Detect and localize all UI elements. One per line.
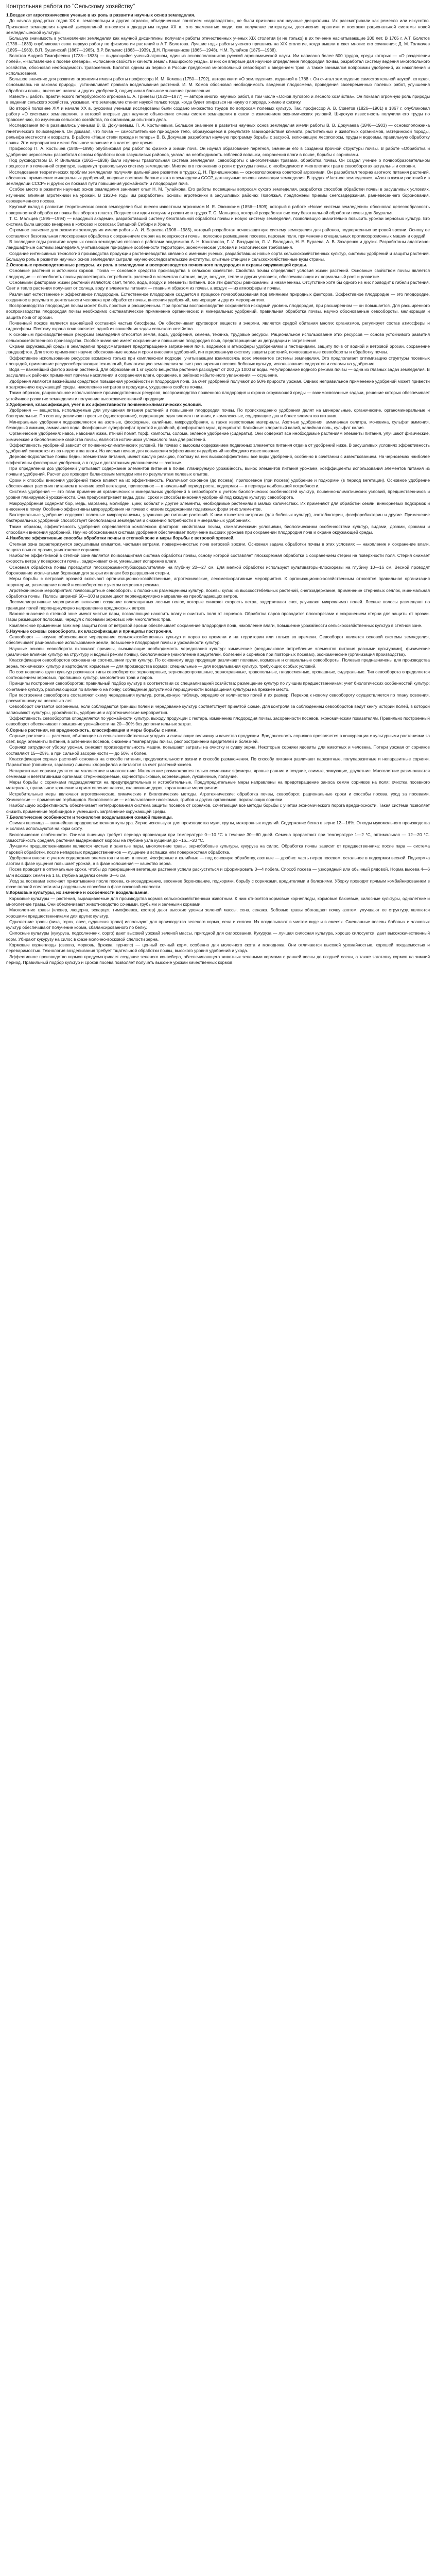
paragraph: Большое значение для развития агрономии имели работы профессора И. М. Комова (1750—1792), автора книги «О земледелии», изданной в 1788 г. Он считал земледелие самостоятельной наукой, которая, основываясь на законах природы, устанавливает правила возделывания растений. И. М. Комов обосновал необходимость введения плодосмена, проведения своевременных полевых работ, улучшения обработки почвы, внесения навоза и других удобрений, подчеркивал большое значение травосеяния. (6, 76, 430, 93)
paragraph: Т. С. Мальцев (1895—1994) — народный академик, разработавший систему безотвальной обработки почвы и новую систему земледелия, позволившую значительно повысить урожаи зерновых культур. Его система была широко внедрена в колхозах и совхозах Западной Сибири и Урала. (6, 215, 430, 227)
paragraph: Под руководством В. Р. Вильямса (1863—1939) были изучены травопольная система земледелия, севообороты с многолетними травами, обработка почвы. Он создал учение о почвообразовательном процессе и о почвенной структуре, выдвинул травопольную систему земледелия. Многие его положения о роли структуры почвы, о необходимости многолетних трав в севооборотах актуальны и сегодня. (6, 158, 430, 169)
paragraph: Известны работы практического петербургского агронома Е. А. Гриневы (1820—1877) — автора многих научных работ, в том числе «Основ лугового и лесного хозяйства». Он показал огромную роль природы в ведении сельского хозяйства, указывал, что земледелие станет наукой только тогда, когда будет опираться на науку о природе, химию и физику. (6, 93, 430, 105)
paragraph: Профессор П. А. Костычев (1845—1895) опубликовал ряд работ по физике и химии почв. Он изучал образование перегноя, значение его в создании прочной структуры почвы. В работе «Обработка и удобрение чернозема» разработал основы обработки почв засушливых районов, указал на необходимость зяблевой вспашки, сохранения влаги в почве, борьбы с сорняками. (6, 146, 430, 157)
paragraph: Исследования теоретических проблем земледелия получили дальнейшее развитие в трудах Д. Н. Прянишникова — основоположника советской агрохимии. Он разработал теорию азотного питания растений, обосновал применение минеральных удобрений, впервые составил баланс азота в земледелии СССР, дал научные основы химизации земледелия. В трудах «Частное земледелие», «Азот в жизни растений и в земледелии СССР» и других он показал пути повышения урожайности и плодородия почв. (6, 169, 430, 187)
paragraph: Охрана окружающей среды в земледелии предусматривает предотвращение загрязнения почв, водоемов и атмосферы удобрениями и пестицидами, защиту почв от водной и ветровой эрозии, сохранение ландшафтов. Для этого применяют научно обоснованные нормы и сроки внесения удобрений, интегрированную систему защиты растений, почвозащитные севообороты и обработку почвы. (6, 344, 430, 355)
paragraph: Меры борьбы с ветровой эрозией включают организационно-хозяйственные, агротехнические, лесомелиоративные мероприятия. К организационно-хозяйственным относятся правильная организация территории, размещение полей и севооборотов с учетом ветрового режима. (6, 576, 430, 587)
paragraph: Классификация севооборотов основана на соотношении групп культур. По основному виду продукции различают полевые, кормовые и специальные севообороты. Полевые предназначены для производства зерна, технических культур и картофеля; кормовые — для производства кормов; специальные — для возделывания культур, требующих особых условий. (6, 657, 430, 669)
section-heading: 1.Возделкет агротехнические ученые в их роль в развитии научных основ земледелия. (6, 12, 196, 18)
paragraph: Большую значимость в установлении земледелия как научной дисциплины получили работы отечественных ученых XIX столетия (и не только) в их течение насчитывающие 200 лет. В 1765 г. А.Т. Болотов (1738—1833) опубликовал свою первую работу по физиологии растений в А.Т. Болотова. Лучшие годы работы ученого пришлись на XIX столетие, когда вышли в свет многие его сочинения; Д. М. Толмачев (1895—1963), В.П. Бушинский (1867—1965), В.Р. Вильямс (1863—1939), Д.Н. Прянишников (1865—1948), Н.М. Тулайков (1875—1938). (6, 36, 430, 53)
section-heading: 3.Удобрения, классификация, учет в их эффективности почвенно-климатических условий. (6, 401, 202, 407)
paragraph: Эффективное использование ресурсов возможно только при комплексном подходе, учитывающем взаимосвязь всех элементов системы земледелия. Это предполагает оптимизацию структуры посевных площадей, применение ресурсосберегающих технологий, биологизацию земледелия за счет расширения посевов бобовых культур, использования сидератов и соломы на удобрение. (6, 355, 430, 366)
paragraph: Научные основы севооборота включают причины, вызывающие необходимость чередования культур: химические (неодинаковое потребление элементов питания разными культурами), физические (различное влияние культур на структуру и водный режим почвы), биологические (накопление вредителей, болезней и сорняков при повторных посевах), экономические (организация производства). (6, 646, 430, 657)
paragraph: Органические удобрения: навоз, навозная жижа, птичий помет, торф, компосты, солома, зеленое удобрение (сидераты). Они содержат все необходимые растениям элементы питания, улучшают физические, химические и биологические свойства почвы, являются источником углекислого газа для растений. (6, 431, 430, 442)
paragraph: Наиболее эффективной в степной зоне является почвозащитная система обработки почвы, основу которой составляет плоскорезная обработка с сохранением стерни на поверхности поля. Стерня снижает скорость ветра у поверхности почвы, задерживает снег, уменьшает испарение влаги. (6, 553, 430, 564)
paragraph: Севооборот — научно обоснованное чередование сельскохозяйственных культур и паров во времени и на территории или только во времени. Севооборот является основой системы земледелия, обеспечивает рациональное использование земли, повышение плодородия почвы и урожайности культур. (6, 634, 430, 646)
paragraph: Меры борьбы с сорняками подразделяются на предупредительные и истребительные. Предупредительные меры направлены на предотвращение заноса семян сорняков на поля: очистка посевного материала, правильное хранение и приготовление навоза, окашивание дорог, карантинные мероприятия. (6, 779, 430, 791)
paragraph: Микроудобрения содержат бор, медь, марганец, молибден, цинк, кобальт и другие элементы, необходимые растениям в малых количествах. Их применяют для обработки семян, внекорневых подкормок и внесения в почву. Особенно эффективны микроудобрения на почвах с низким содержанием подвижных форм этих элементов. (6, 500, 430, 512)
document (0, 0, 436, 965)
paragraph: Степная зона характеризуется засушливым климатом, частыми ветрами, подверженностью почв ветровой эрозии. Основная задача обработки почвы в этих условиях — накопление и сохранение влаги, защита почв от эрозии, уничтожение сорняков. (6, 541, 430, 552)
paragraph: Создание интенсивных технологий производства продукции растениеводства связано с именами ученых, разработавших новые сорта сельскохозяйственных культур, системы удобрений и защиты растений. Большую роль в развитии научных основ земледелия сыграли научно-исследовательские институты, опытные станции и сельскохозяйственные вузы страны. (6, 250, 430, 262)
paragraph: Агротехнические мероприятия: почвозащитные севообороты с полосным размещением культур, посевы кулис из высокостебельных растений, снегозадержание, применение стерневых сеялок, минимальная обработка почвы. Полосы шириной 50—100 м размещают перпендикулярно направлению преобладающих ветров. (6, 587, 430, 599)
document-title: Контрольная работа по "Сельскому хозяйству" (6, 4, 135, 10)
paragraph: К основным производственным ресурсам земледелия относятся земля, вода, удобрения, семена, техника, трудовые ресурсы. Рациональное использование этих ресурсов — основа устойчивого развития сельскохозяйственного производства. Особое значение имеет сохранение и повышение плодородия почв, предотвращение их деградации и загрязнения. (6, 332, 430, 343)
paragraph: Кормовые культуры — растения, выращиваемые для производства кормов сельскохозяйственным животным. К ним относятся кормовые корнеплоды, кормовые бахчевые, силосные культуры, однолетние и многолетние травы. Они обеспечивают животноводство сочными, грубыми и зелеными кормами. (6, 895, 430, 907)
paragraph: Кормовые корнеплоды (свекла, морковь, брюква, турнепс) — ценный сочный корм, особенно для молочного скота и молодняка. Они отличаются высокой урожайностью, хорошей поедаемостью и переваримостью. Технология возделывания требует тщательной обработки почвы, высокого уровня удобрений и ухода. (6, 942, 430, 954)
paragraph: Основные растения и источники кормов. Почва — основное средство производства в сельском хозяйстве. Свойства почвы определяют условия жизни растений. Основным свойством почвы является плодородие — способность почвы удовлетворять потребность растений в элементах питания, воде, воздухе, тепле и других условиях, обеспечивающих их нормальный рост и развитие. (6, 268, 430, 279)
paragraph: Лесомелиоративные мероприятия включают создание полезащитных лесных полос, которые снижают скорость ветра, задерживают снег, улучшают микроклимат полей. Лесные полосы размещают по границам полей перпендикулярно направлению вредоносных ветров. (6, 599, 430, 611)
paragraph: Таким образом, рациональное использование производственных ресурсов, воспроизводство почвенного плодородия и охрана окружающей среды — взаимосвязанные задачи, решение которых обеспечивает устойчивое развитие земледелия и получение высококачественной продукции. (6, 390, 430, 401)
paragraph: Почвенный покров является важнейшей составной частью биосферы. Он обеспечивает круговорот веществ и энергии, является средой обитания многих организмов, регулирует состав атмосферы и гидросферы. Поэтому охрана почв является одной из важнейших задач сельского хозяйства. (6, 320, 430, 332)
paragraph: Посев проводят в оптимальные сроки, чтобы до прекращения вегетации растения успели раскуститься и сформировать 3—4 побега. Способ посева — узкорядный или обычный рядовой. Норма высева 4—6 млн всхожих семян на 1 га, глубина заделки семян 3—6 см. (6, 867, 430, 878)
paragraph: Непаразитные сорняки делятся на малолетние и многолетние. Малолетние размножаются только семенами: эфемеры, яровые ранние и поздние, озимые, зимующие, двулетние. Многолетние размножаются семенами и вегетативными органами: стержнекорневые, корнеотпрысковые, корневищные, луковичные, ползучие. (6, 768, 430, 779)
paragraph: Основная обработка почвы проводится плоскорезами-глубокорыхлителями на глубину 20—27 см. Для мелкой обработки используют культиваторы-плоскорезы на глубину 10—16 см. Весной проводят боронование игольчатыми боронами для закрытия влаги без разрушения стерни. (6, 564, 430, 575)
paragraph: Вода — важнейший фактор жизни растений. Для образования 1 кг сухого вещества растения расходуют от 200 до 1000 кг воды. Регулирование водного режима почвы — одна из главных задач земледелия. В засушливых районах применяют приемы накопления и сохранения влаги, орошение, в районах избыточного увлажнения — осушение. (6, 367, 430, 378)
paragraph: Основными факторами жизни растений являются: свет, тепло, вода, воздух и элементы питания. Все эти факторы равнозначны и незаменимы. Отсутствие хотя бы одного из них приводит к гибели растения. Свет и тепло растения получают от солнца, воду и элементы питания — главным образом из почвы, а воздух — из атмосферы и почвы. (6, 279, 430, 291)
paragraph: Наибольшую эффективность обеспечивает интегрированная система защиты посевов от сорняков, сочетающая все методы борьбы с учетом экономического порога вредоносности. Такая система позволяет снизить применение гербицидов и уменьшить загрязнение окружающей среды. (6, 803, 430, 814)
paragraph: Эффективность севооборотов определяется по урожайности культур, выходу продукции с гектара, изменению плодородия почвы, засоренности посевов, экономическим показателям. Правильно построенный севооборот обеспечивает повышение урожайности на 20—30% без дополнительных затрат. (6, 716, 430, 727)
paragraph: Удобрения являются важнейшим средством повышения урожайности и плодородия почв. За счет удобрений получают до 50% прироста урожая. Однако неправильное применение удобрений может привести к загрязнению окружающей среды, накоплению нитратов в продукции, ухудшению свойств почвы. (6, 378, 430, 389)
paragraph: Многолетние травы (клевер, люцерна, эспарцет, тимофеевка, костер) дают высокие урожаи зеленой массы, сена, сенажа. Бобовые травы обогащают почву азотом, улучшают ее структуру, являются хорошими предшественниками для других культур. (6, 907, 430, 919)
paragraph: Истребительные меры включают агротехнические, химические и биологические методы. Агротехнические: обработка почвы, севооборот, рациональные сроки и способы посева, уход за посевами. Химические — применение гербицидов. Биологические — использование насекомых, грибов и других организмов, поражающих сорняки. (6, 791, 430, 802)
paragraph: Силосные культуры (кукуруза, подсолнечник, сорго) дают высокий урожай зеленой массы, пригодной для силосования. Кукуруза — лучшая силосная культура, хорошо силосуется, дает высококачественный корм. Убирают кукурузу на силос в фазе молочно-восковой спелости зерна. (6, 930, 430, 942)
paragraph: До начала двадцатых годов XX в. земледельцы и другие отрасли, объединенные понятием «садоводство», не были признаны как научные дисциплины. Их рассматривали как ремесло или искусство. Признание земледелия научной дисциплиной относится к двадцатым годам XX в., это знаменитые люди, как получение литературы, достижения практики и поставки рациональной системы новой земледельческой культуры. (6, 18, 430, 35)
paragraph: Таким образом, эффективность удобрений определяется комплексом факторов: свойствами почвы, климатическими условиями, биологическими особенностями культур, видами, дозами, сроками и способами внесения удобрений. Научно обоснованная система удобрения обеспечивает получение высоких урожаев при сохранении плодородия почв и охране окружающей среды. (6, 523, 430, 535)
paragraph: Во второй половине XIX и начале XX в. русскими учеными исследованы были создано множество трудов по вопросам полевых культур. Так, профессор А. В. Советов (1826—1901) в 1867 г. опубликовал работу «О системах земледелия», в которой впервые дал научное объяснение смены систем земледелия в связи с изменением экономических условий. Широкую известность получили его труды по травосеянию, по изучению сельского хозяйства, по организации опытного дела. (6, 105, 430, 123)
paragraph: Минеральные удобрения подразделяются на азотные, фосфорные, калийные, микроудобрения, а также известковые материалы. Азотные удобрения: аммиачная селитра, мочевина, сульфат аммония, безводный аммиак, аммиачная вода. Фосфорные: суперфосфат простой и двойной, фосфоритная мука, преципитат. Калийные: хлористый калий, калийная соль, сульфат калия. (6, 419, 430, 430)
paragraph: Однолетние травы (вика, горох, овес, суданская трава) используют для производства зеленого корма, сена и силоса. Их возделывают в чистом виде и в смесях. Смешанные посевы бобовых и злаковых культур обеспечивают получение корма, сбалансированного по белку. (6, 919, 430, 930)
section-heading: 6.Сорные растения, их вредоносность, классификация и меры борьбы с ними. (6, 727, 178, 733)
paragraph: Сроки и способы внесения удобрений также влияют на их эффективность. Различают основное (до посева), припосевное (при посеве) удобрение и подкормки (в период вегетации). Основное удобрение обеспечивает растения питанием в течение всей вегетации, припосевное — в начальный период роста, подкормки — в периоды наибольшей потребности. (6, 477, 430, 488)
paragraph: Различают естественное и эффективное плодородие. Естественное плодородие создается в процессе почвообразования под влиянием природных факторов. Эффективное плодородие — это плодородие, созданное в результате деятельности человека при обработке почвы, внесении удобрений, мелиорации и других мероприятиях. (6, 291, 430, 302)
paragraph: Система удобрения — это план применения органических и минеральных удобрений в севообороте с учетом биологических особенностей культур, почвенно-климатических условий, предшественников и уровня планируемой урожайности. Она предусматривает виды, дозы, сроки и способы внесения удобрений под каждую культуру севооборота. (6, 489, 430, 500)
section-heading: 2.Основные производственные ресурсы, их роль в земледелии и воспроизводство почвенного плодородия и охраны окружающей среды. (6, 262, 307, 268)
paragraph: Важное значение в степной зоне имеют чистые пары, позволяющие накопить влагу и очистить поля от сорняков. Обработка паров проводится плоскорезами с сохранением стерни для защиты от эрозии. Пары размещают полосами, чередуя с посевами зерновых или многолетних трав. (6, 611, 430, 622)
paragraph: При построении севооборота составляют схему чередования культур, ротационную таблицу, определяют количество полей и их размер. Переход к новому севообороту осуществляется по плану освоения, рассчитанному на несколько лет. (6, 692, 430, 704)
paragraph: Удобрения вносят с учетом содержания элементов питания в почве. Фосфорные и калийные — под основную обработку, азотные — дробно: часть перед посевом, остальное в подкормки весной. Подкормка азотом в фазе кущения повышает урожай, а в фазе колошения — качество зерна. (6, 855, 430, 867)
paragraph: Классификация сорных растений основана на способе питания, продолжительности жизни и способе размножения. По способу питания различают паразитные, полупаразитные и непаразитные сорняки. Паразитные (повилики, заразихи) лишены хлорофилла и питаются за счет растений-хозяев. (6, 756, 430, 768)
paragraph: Эффективное производство кормов предусматривает создание зеленого конвейера, обеспечивающего животных зелеными кормами с ранней весны до поздней осени, а также заготовку кормов на зимний период. Правильный подбор культур и сроков посева позволяет получать высокие урожаи качественных кормов. (6, 954, 430, 965)
paragraph: При определении доз удобрений учитывают содержание элементов питания в почве, планируемую урожайность, вынос элементов питания урожаем, коэффициенты использования элементов питания из почвы и удобрений. Расчет доз проводят балансовым методом или по результатам полевых опытов. (6, 465, 430, 477)
paragraph: Севооборот считается освоенным, если соблюдаются границы полей и чередование культур соответствует принятой схеме. Для контроля за соблюдением севооборотов ведут книгу истории полей, в которой записывают культуры, урожайность, удобрения и агротехнические мероприятия. (6, 704, 430, 715)
paragraph: Огромное значение для развития земледелия имели работы А. И. Бараева (1908—1985), который разработал почвозащитную систему земледелия для районов, подверженных ветровой эрозии. Основу ее составляют безотвальная плоскорезная обработка с сохранением стерни на поверхности почвы, полосное размещение посевов, паровые поля, применение специальных противоэрозионных машин и орудий. (6, 227, 430, 239)
paragraph: Воспроизводство плодородия почвы может быть простым и расширенным. При простом воспроизводстве сохраняется исходный уровень плодородия, при расширенном — он повышается. Для расширенного воспроизводства плодородия почвы необходимо систематическое применение органических и минеральных удобрений, правильная обработка почвы, научно обоснованные севообороты, мелиорация и защита почв от эрозии. (6, 303, 430, 320)
paragraph: Принципы построения севооборотов: правильный подбор культур в соответствии со специализацией хозяйства; размещение культур по лучшим предшественникам; учет биологических особенностей культур; сочетание культур, различающихся по влиянию на почву; соблюдение допустимой периодичности возвращения культуры на прежнее место. (6, 681, 430, 692)
paragraph: Эффективность удобрений зависит от почвенно-климатических условий. На почвах с высоким содержанием подвижных элементов питания отдача от удобрений ниже. В засушливых условиях эффективность удобрений снижается из-за недостатка влаги. На кислых почвах для повышения эффективности удобрений необходимо известкование. (6, 442, 430, 454)
paragraph: Биологические особенности. Озимая пшеница требует периода яровизации при температуре 0—10 °С в течение 30—60 дней. Семена прорастают при температуре 1—2 °С, оптимальная — 12—20 °С. Зимостойкость средняя, растения выдерживают морозы на глубине узла кущения до −16...−20 °С. (6, 832, 430, 843)
section-heading: 5.Научные основы севооборота, их классификация и принципы построения. (6, 628, 172, 634)
document-body (6, 12, 430, 965)
paragraph: Дерново-подзолистые почвы бедны элементами питания, имеют кислую реакцию, поэтому на них высокоэффективны все виды удобрений, особенно в сочетании с известкованием. На черноземах наиболее эффективны фосфорные удобрения, а в годы с достаточным увлажнением — азотные. (6, 454, 430, 465)
section-heading: 8.Кормовые культуры, их значение и особенности возделывания. (6, 890, 149, 895)
paragraph: Комплексное применение всех мер защиты почв от ветровой эрозии обеспечивает сохранение плодородия почв, накопление влаги, повышение урожайности сельскохозяйственных культур в степной зоне. (9, 622, 423, 628)
paragraph: Сорняки затрудняют уборку урожая, снижают производительность машин, повышают затраты на очистку и сушку зерна. Некоторые сорняки ядовиты для животных и человека. Потери урожая от сорняков составляют 15—25%, а при сильной засоренности — до 50% и более. (6, 744, 430, 756)
paragraph: Удобрения — вещества, используемые для улучшения питания растений и повышения плодородия почвы. По происхождению удобрения делят на минеральные, органические, органоминеральные и бактериальные. По составу различают простые (односторонние), содержащие один элемент питания, и комплексные, содержащие два и более элементов питания. (6, 408, 430, 419)
paragraph: Озимая пшеница — важнейшая продовольственная культура. Зерно используют для производства муки, крупы, макаронных изделий. Содержание белка в зерне 12—16%. Отходы мукомольного производства и солома используются на корм скоту. (6, 820, 430, 832)
section-heading: 7.Биологические особенности и технология возделывания озимой пшеницы. (6, 814, 173, 820)
section-heading: 4.Наиболее эффективные способы обработки почвы в степной зоне и меры борьбы с ветровой эрозией. (6, 535, 235, 541)
paragraph: Лучшими предшественниками являются чистые и занятые пары, многолетние травы, зернобобовые культуры, кукуруза на силос. Обработка почвы зависит от предшественника: после пара — система паровой обработки, после непаровых предшественников — лущение и вспашка или поверхностная обработка. (6, 843, 430, 855)
paragraph: Болотов Андрей Тимофеевич (1738—1833) — выдающийся ученый-агроном, один из основоположников русской агрономической науки. Им написано более 600 трудов, среди которых — «О разделении полей», «Наставление о посеве клевера», «Описание свойств и качеств земель Каширского уезда». В них он впервые дал научное определение плодородия почвы, разработал систему ведения многопольного хозяйства, обосновал необходимость травосеяния. Болотов одним из первых в России предложил многопольный севооборот с введением трав, а также занимался вопросами удобрений, их накопления и использования. (6, 53, 430, 76)
paragraph: Особое место в развитии научных основ земледелия занимает опыт Н. М. Тулайкова. Его работы посвящены вопросам сухого земледелия, разработке способов обработки почвы в засушливых условиях, изучению влияния агротехники на урожай. В 1920-е годы им разработаны основы агротехники в засушливых районах Поволжья, предложены приемы снегозадержания, ранневесеннего боронования, своевременного посева. (6, 187, 430, 204)
paragraph: Сорные растения — растения, обитающие на сельскохозяйственных угодьях и снижающие величину и качество продукции. Вредоносность сорняков проявляется в конкуренции с культурными растениями за свет, воду, элементы питания, в затенении посевов, снижении температуры почвы, распространении вредителей и болезней. (6, 733, 430, 744)
paragraph: По соотношению групп культур различают типы севооборотов: зернопаровые, зернопаропропашные, зернотравяные, травопольные, плодосменные, пропашные, сидеральные. Тип севооборота определяется соотношением зерновых, пропашных культур, многолетних трав и паров. (6, 669, 430, 681)
paragraph: В последние годы развитие научных основ земледелия связано с работами академиков А. Н. Каштанова, Г. И. Баздырева, Л. И. Володина, Н. Е. Бураева, А. В. Захаренко и других. Разработаны адаптивно-ландшафтные системы земледелия, учитывающие природные особенности территории, экономические условия и экологические требования. (6, 239, 430, 250)
paragraph: Исследования почв развивались учеными В. В. Докучаевым, П. А. Костычевым. Большое значение в развитии научных основ земледелия имели работы В. В. Докучаева (1846—1903) — основоположника генетического почвоведения. Он доказал, что почва — самостоятельное природное тело, образующееся в результате взаимодействия климата, растительных и животных организмов, материнской породы, рельефа местности и возраста. В работе «Наши степи прежде и теперь» В. В. Докучаев разработал научную программу борьбы с засухой, включавшую лесополосы, пруды и водоемы, правильную обработку почвы. Эти мероприятия имеют большое значение и в настоящее время. (6, 123, 430, 146)
paragraph: Уход за посевами включает прикатывание после посева, снегозадержание, весеннее боронование, подкормки, борьбу с сорняками, вредителями и болезнями. Уборку проводят прямым комбайнированием в фазе полной спелости или раздельным способом в фазе восковой спелости. (6, 878, 430, 890)
paragraph: Бактериальные удобрения содержат полезные микроорганизмы, улучшающие питание растений. К ним относятся нитрагин (для бобовых культур), азотобактерин, фосфоробактерин и другие. Применение бактериальных удобрений способствует биологизации земледелия и снижению потребности в минеральных удобрениях. (6, 512, 430, 523)
paragraph: Крупный вклад в развитие теоретических основ земледелия был внесен известным агрономом И. Е. Овсинским (1856—1909), который в работе «Новая система земледелия» обосновал целесообразность поверхностной обработки почвы без оборота пласта. Позднее эти идеи получили развитие в трудах Т. С. Мальцева, который разработал систему безотвальной обработки почвы для Зауралья. (6, 204, 430, 215)
